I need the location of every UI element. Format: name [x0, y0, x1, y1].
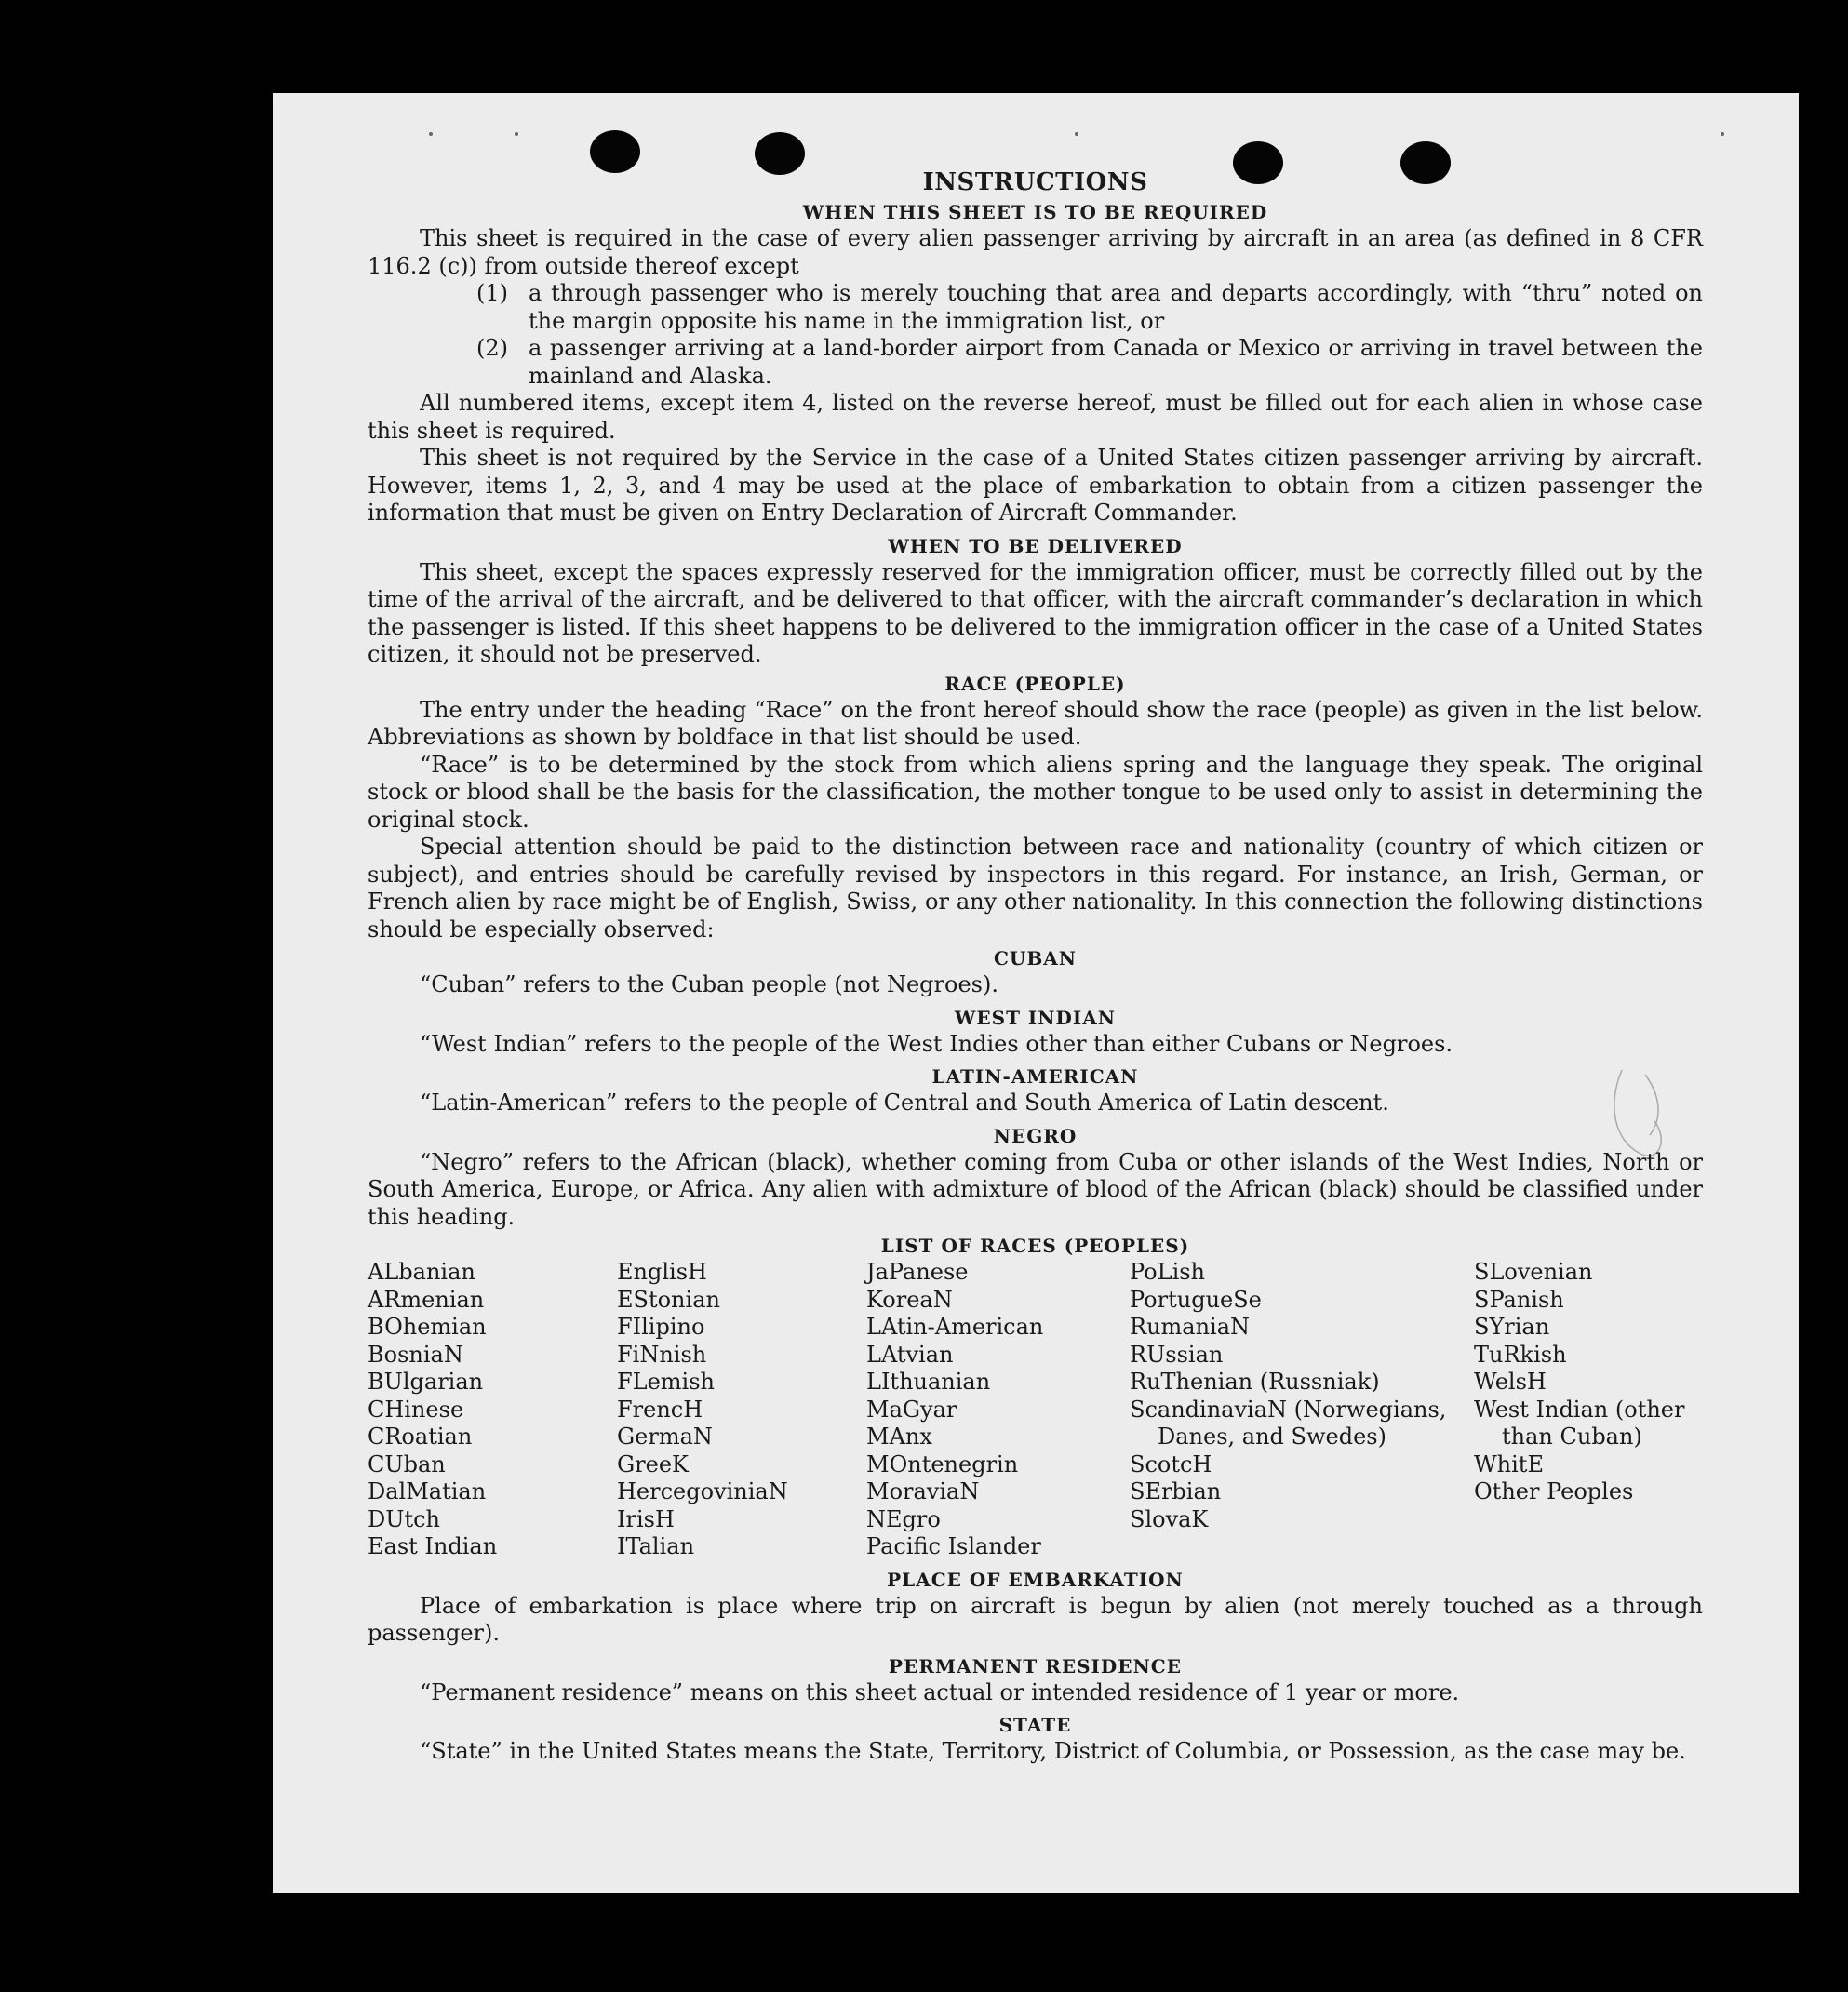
race-entry: ScotcH	[1130, 1451, 1212, 1477]
race-entry: FLemish	[617, 1369, 715, 1395]
race-entry: MaGyar	[866, 1396, 957, 1423]
para-residence: “Permanent residence” means on this sheet actual or intended residence of 1 year or more.	[420, 1678, 1460, 1705]
para-cuban: “Cuban” refers to the Cuban people (not Negroes).	[420, 971, 998, 997]
para-embarkation: Place of embarkation is place where trip on aircraft is begun by alien (not merely touched as a through passenger).	[368, 1592, 1703, 1646]
race-column-5	[1474, 1259, 1703, 1561]
para-race-2: “Race” is to be determined by the stock from which aliens spring and the language they speak. The original stock or blood shall be the basis for the classification, the mother tongue to be used only to assist in determining the original stock.	[368, 751, 1703, 833]
race-entry: PoLish	[1130, 1259, 1206, 1285]
race-column-2	[617, 1259, 866, 1561]
race-entry: MoraviaN	[866, 1478, 980, 1504]
para-west-indian: “West Indian” refers to the people of the West Indies other than either Cubans or Negroes.	[420, 1030, 1453, 1057]
exception-item-2	[476, 335, 1703, 390]
race-entry: FiNnish	[617, 1341, 707, 1368]
para-state: “State” in the United States means the State, Territory, District of Columbia, or Possession, as the case may be.	[420, 1738, 1686, 1764]
exception-item-1	[476, 280, 1703, 335]
race-entry: BOhemian	[368, 1314, 487, 1340]
heading-state: STATE	[998, 1714, 1072, 1736]
race-entry: CHinese	[368, 1396, 464, 1423]
race-entry: IrisH	[617, 1505, 675, 1532]
race-column-3	[866, 1259, 1130, 1561]
exception-text: a through passenger who is merely touching that area and departs accordingly, with “thru” noted on the margin opposite his name in the immigration list, or	[529, 280, 1703, 334]
heading-negro: NEGRO	[993, 1124, 1078, 1147]
race-entry: ITalian	[617, 1533, 695, 1559]
race-entry: FrencH	[617, 1396, 703, 1423]
race-entry: NEgro	[866, 1505, 941, 1532]
race-entry: BosniaN	[368, 1341, 463, 1368]
para-numbered-items: All numbered items, except item 4, listed on the reverse hereof, must be filled out for each alien in whose case this sheet is required.	[368, 390, 1703, 444]
para-negro: “Negro” refers to the African (black), whether coming from Cuba or other islands of the West Indies, North or South America, Europe, or Africa. Any alien with admixture of blood of the African (black) should be classified under this heading.	[368, 1148, 1703, 1230]
exception-text: a passenger arriving at a land-border airport from Canada or Mexico or arriving in travel between the mainland and Alaska.	[529, 335, 1703, 389]
race-entry: MAnx	[866, 1424, 932, 1450]
document-sheet	[273, 93, 1799, 1893]
para-race-3: Special attention should be paid to the distinction between race and nationality (country of which citizen or subject), and entries should be carefully revised by inspectors in this regard. For instance, an Irish, German, or French alien by race might be of English, Swiss, or any other nationality. In this connection the following distinctions should be especially observed:	[368, 834, 1703, 943]
race-entry: Other Peoples	[1474, 1478, 1634, 1504]
para-delivered: This sheet, except the spaces expressly reserved for the immigration officer, must be correctly filled out by the time of the arrival of the aircraft, and be delivered to that officer, with the aircraft commander’s declaration in which the passenger is listed. If this sheet happens to be delivered to the immigration officer in the case of a United States citizen, it should not be preserved.	[368, 558, 1703, 667]
race-entry: LAtin-American	[866, 1314, 1044, 1340]
race-entry: EnglisH	[617, 1259, 707, 1285]
race-entry: BUlgarian	[368, 1369, 484, 1395]
heading-latin-american: LATIN-AMERICAN	[931, 1065, 1139, 1088]
heading-residence: PERMANENT RESIDENCE	[889, 1654, 1182, 1678]
para-latin-american: “Latin-American” refers to the people of Central and South America of Latin descent.	[420, 1090, 1389, 1116]
race-entry: HercegoviniaN	[617, 1478, 788, 1504]
heading-when-delivered: WHEN TO BE DELIVERED	[888, 534, 1183, 557]
para-citizen: This sheet is not required by the Service in the case of a United States citizen passenger arriving by aircraft. However, items 1, 2, 3, and 4 may be used at the place of embarkation to obtain from a citizen passenger the information that must be given on Entry Declaration of Aircraft Commander.	[368, 445, 1703, 526]
instructions-content	[368, 167, 1703, 1766]
dust-speck	[1075, 132, 1078, 136]
race-entry: ALbanian	[368, 1259, 475, 1285]
race-entry: JaPanese	[866, 1259, 969, 1285]
heading-list-of-races: LIST OF RACES (PEOPLES)	[880, 1235, 1190, 1257]
heading-west-indian: WEST INDIAN	[954, 1006, 1117, 1029]
heading-when-required: WHEN THIS SHEET IS TO BE REQUIRED	[802, 201, 1268, 223]
dust-speck	[429, 132, 433, 136]
race-entry: RUssian	[1130, 1341, 1224, 1368]
race-entry: PortugueSe	[1130, 1286, 1262, 1313]
race-entry: East Indian	[368, 1533, 498, 1559]
race-entry: KoreaN	[866, 1286, 953, 1313]
race-entry: TuRkish	[1474, 1341, 1567, 1368]
exception-number: (1)	[476, 280, 508, 306]
heading-cuban: CUBAN	[993, 947, 1078, 969]
race-entry: DUtch	[368, 1505, 441, 1532]
race-entry: RumaniaN	[1130, 1314, 1251, 1340]
race-column-4	[1130, 1259, 1474, 1561]
race-entry: ScandinaviaN (Norwegians, Danes, and Swedes)	[1130, 1396, 1447, 1450]
race-entry: CRoatian	[368, 1424, 473, 1450]
race-entry: WhitE	[1474, 1451, 1544, 1477]
race-entry: SlovaK	[1130, 1505, 1209, 1532]
race-entry: SYrian	[1474, 1314, 1550, 1340]
race-entry: LIthuanian	[866, 1369, 991, 1395]
race-entry: WelsH	[1474, 1369, 1547, 1395]
race-entry: LAtvian	[866, 1341, 954, 1368]
race-entry: SErbian	[1130, 1478, 1222, 1504]
race-entry: FIlipino	[617, 1314, 705, 1340]
heading-embarkation: PLACE OF EMBARKATION	[887, 1568, 1184, 1591]
race-entry: MOntenegrin	[866, 1451, 1019, 1477]
race-entry: GermaN	[617, 1424, 713, 1450]
race-list	[368, 1259, 1703, 1561]
dust-speck	[515, 132, 518, 136]
race-entry: SPanish	[1474, 1286, 1564, 1313]
dust-speck	[1721, 132, 1724, 136]
race-entry: EStonian	[617, 1286, 720, 1313]
race-column-1	[368, 1259, 617, 1561]
race-entry: GreeK	[617, 1451, 689, 1477]
race-entry: DalMatian	[368, 1478, 487, 1504]
race-entry: RuThenian (Russniak)	[1130, 1369, 1380, 1395]
race-entry: SLovenian	[1474, 1259, 1593, 1285]
exception-number: (2)	[476, 335, 508, 361]
race-entry: CUban	[368, 1451, 446, 1477]
para-required-intro: This sheet is required in the case of every alien passenger arriving by aircraft in an area (as defined in 8 CFR 116.2 (c)) from outside thereof except	[368, 225, 1703, 279]
heading-race: RACE (PEOPLE)	[944, 672, 1126, 695]
race-entry: ARmenian	[368, 1286, 485, 1313]
page-title: INSTRUCTIONS	[922, 168, 1148, 196]
race-entry: Pacific Islander	[866, 1533, 1041, 1559]
race-entry: West Indian (other than Cuban)	[1474, 1396, 1685, 1450]
para-race-1: The entry under the heading “Race” on the front hereof should show the race (people) as given in the list below. Abbreviations as shown by boldface in that list should be used.	[368, 696, 1703, 750]
